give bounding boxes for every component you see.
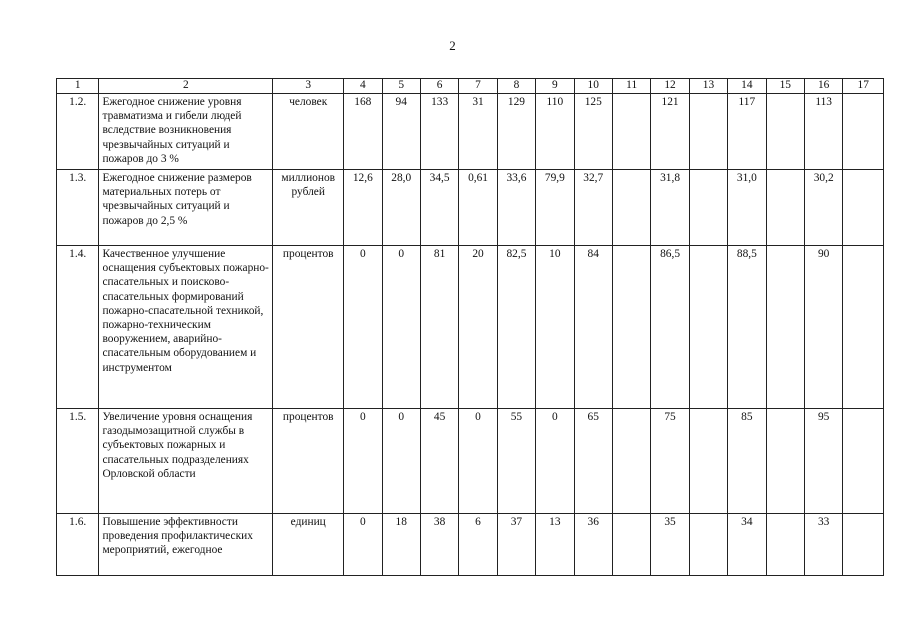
value-cell: 30,2 xyxy=(804,170,842,246)
unit: процентов xyxy=(273,409,344,514)
value-cell: 13 xyxy=(536,514,574,576)
value-cell: 110 xyxy=(536,94,574,170)
value-cell: 129 xyxy=(497,94,535,170)
value-cell: 0 xyxy=(344,514,382,576)
value-cell: 20 xyxy=(459,246,497,409)
value-cell: 31,0 xyxy=(728,170,766,246)
page-number: 2 xyxy=(449,38,456,53)
unit: человек xyxy=(273,94,344,170)
value-cell: 86,5 xyxy=(651,246,689,409)
value-cell: 31 xyxy=(459,94,497,170)
unit: миллионов рублей xyxy=(273,170,344,246)
value-cell: 0 xyxy=(459,409,497,514)
value-cell: 75 xyxy=(651,409,689,514)
unit: единиц xyxy=(273,514,344,576)
row-number: 1.3. xyxy=(57,170,99,246)
value-cell: 88,5 xyxy=(728,246,766,409)
value-cell: 18 xyxy=(382,514,420,576)
value-cell: 34 xyxy=(728,514,766,576)
value-cell: 37 xyxy=(497,514,535,576)
value-cell: 0 xyxy=(344,246,382,409)
value-cell: 0 xyxy=(344,409,382,514)
value-cell xyxy=(612,514,650,576)
value-cell xyxy=(689,409,727,514)
column-header: 6 xyxy=(420,79,458,94)
value-cell: 10 xyxy=(536,246,574,409)
value-cell: 168 xyxy=(344,94,382,170)
value-cell: 0,61 xyxy=(459,170,497,246)
value-cell xyxy=(689,246,727,409)
table-row xyxy=(57,246,884,409)
value-cell: 117 xyxy=(728,94,766,170)
value-cell: 33 xyxy=(804,514,842,576)
value-cell xyxy=(612,246,650,409)
table-row xyxy=(57,409,884,514)
value-cell xyxy=(612,170,650,246)
column-header: 5 xyxy=(382,79,420,94)
value-cell xyxy=(843,514,884,576)
indicator-name: Качественное улучшение оснащения субъектовых пожарно-спасательных и поисково-спасательных формирований пожарно-спасательной техникой, пожарно-техническим вооружением, аварийно-спасательным оборудованием и инструментом xyxy=(99,246,273,409)
value-cell: 65 xyxy=(574,409,612,514)
value-cell: 31,8 xyxy=(651,170,689,246)
value-cell: 12,6 xyxy=(344,170,382,246)
unit: процентов xyxy=(273,246,344,409)
value-cell: 125 xyxy=(574,94,612,170)
value-cell: 33,6 xyxy=(497,170,535,246)
value-cell: 95 xyxy=(804,409,842,514)
column-header: 16 xyxy=(804,79,842,94)
value-cell: 121 xyxy=(651,94,689,170)
table-row xyxy=(57,94,884,170)
value-cell: 0 xyxy=(382,246,420,409)
value-cell: 79,9 xyxy=(536,170,574,246)
value-cell: 45 xyxy=(420,409,458,514)
column-header: 11 xyxy=(612,79,650,94)
table-row xyxy=(57,514,884,576)
value-cell: 85 xyxy=(728,409,766,514)
value-cell: 32,7 xyxy=(574,170,612,246)
column-header: 10 xyxy=(574,79,612,94)
value-cell: 36 xyxy=(574,514,612,576)
value-cell xyxy=(843,94,884,170)
value-cell: 133 xyxy=(420,94,458,170)
value-cell: 38 xyxy=(420,514,458,576)
value-cell: 90 xyxy=(804,246,842,409)
table-header-row xyxy=(57,79,884,94)
column-header: 15 xyxy=(766,79,804,94)
row-number: 1.5. xyxy=(57,409,99,514)
value-cell: 34,5 xyxy=(420,170,458,246)
column-header: 2 xyxy=(99,79,273,94)
value-cell xyxy=(766,170,804,246)
value-cell xyxy=(843,170,884,246)
row-number: 1.4. xyxy=(57,246,99,409)
value-cell: 84 xyxy=(574,246,612,409)
value-cell xyxy=(689,170,727,246)
column-header: 14 xyxy=(728,79,766,94)
row-number: 1.6. xyxy=(57,514,99,576)
value-cell: 113 xyxy=(804,94,842,170)
column-header: 1 xyxy=(57,79,99,94)
value-cell xyxy=(612,94,650,170)
indicator-name: Ежегодное снижение уровня травматизма и гибели людей вследствие возникновения чрезвычайных ситуаций и пожаров до 3 % xyxy=(99,94,273,170)
column-header: 13 xyxy=(689,79,727,94)
value-cell xyxy=(766,94,804,170)
value-cell: 55 xyxy=(497,409,535,514)
column-header: 12 xyxy=(651,79,689,94)
indicators-table xyxy=(56,78,884,576)
column-header: 8 xyxy=(497,79,535,94)
value-cell xyxy=(612,409,650,514)
value-cell: 35 xyxy=(651,514,689,576)
column-header: 17 xyxy=(843,79,884,94)
value-cell xyxy=(843,409,884,514)
column-header: 7 xyxy=(459,79,497,94)
value-cell: 6 xyxy=(459,514,497,576)
column-header: 3 xyxy=(273,79,344,94)
value-cell xyxy=(843,246,884,409)
indicator-name: Ежегодное снижение размеров материальных потерь от чрезвычайных ситуаций и пожаров до 2,5 % xyxy=(99,170,273,246)
table-row xyxy=(57,170,884,246)
value-cell xyxy=(689,94,727,170)
value-cell xyxy=(689,514,727,576)
row-number: 1.2. xyxy=(57,94,99,170)
value-cell: 94 xyxy=(382,94,420,170)
value-cell xyxy=(766,246,804,409)
value-cell: 0 xyxy=(536,409,574,514)
indicator-name: Повышение эффективности проведения профилактических мероприятий, ежегодное xyxy=(99,514,273,576)
value-cell: 81 xyxy=(420,246,458,409)
value-cell: 82,5 xyxy=(497,246,535,409)
value-cell xyxy=(766,514,804,576)
value-cell: 0 xyxy=(382,409,420,514)
column-header: 4 xyxy=(344,79,382,94)
value-cell: 28,0 xyxy=(382,170,420,246)
column-header: 9 xyxy=(536,79,574,94)
indicator-name: Увеличение уровня оснащения газодымозащитной службы в субъектовых пожарных и спасательных подразделениях Орловской области xyxy=(99,409,273,514)
value-cell xyxy=(766,409,804,514)
